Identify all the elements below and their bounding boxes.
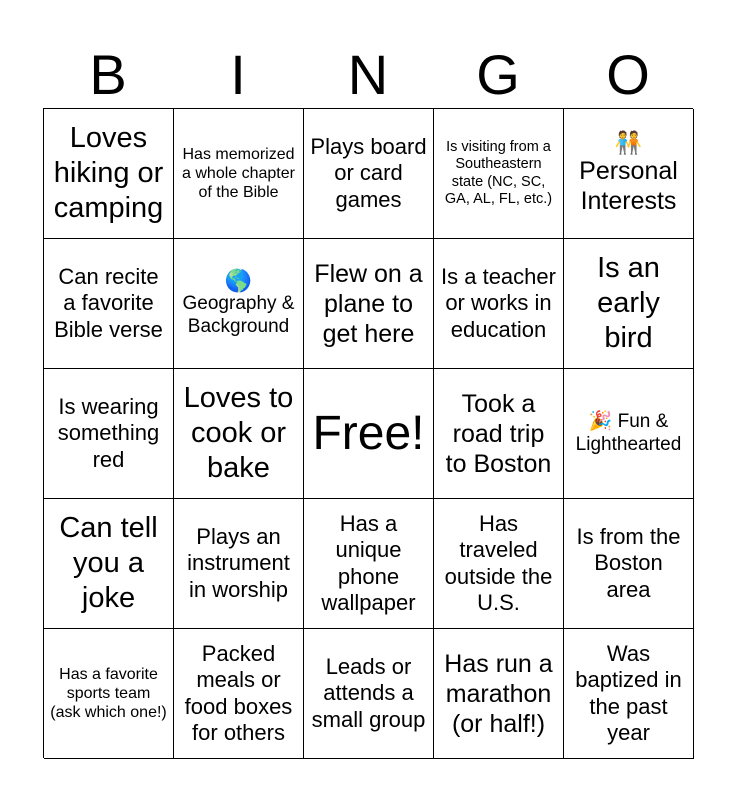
bingo-header [43,42,693,108]
cell-text: Leads or attends a small group [311,653,426,732]
cell-text: Geography & Background [182,292,295,337]
bingo-cell-r5-c4[interactable] [434,629,564,759]
bingo-cell-r2-c2[interactable] [174,239,304,369]
cell-text: Loves hiking or camping [53,122,164,224]
globe-icon: 🌎 [224,267,253,293]
cell-text: Is from the Boston area [576,523,681,602]
party-popper-icon: 🎉 [588,410,613,432]
bingo-cell-r3-c1[interactable] [44,369,174,499]
cell-text: Has a unique phone wallpaper [321,510,416,615]
bingo-cell-r2-c1[interactable] [44,239,174,369]
header-letter-g: G [476,43,520,106]
bingo-cell-r1-c4[interactable] [434,109,564,239]
cell-text: Flew on a plane to get here [314,259,423,348]
cell-text: Loves to cook or bake [183,382,294,484]
bingo-cell-r2-c4[interactable] [434,239,564,369]
bingo-board [43,108,693,758]
bingo-cell-r4-c3[interactable] [304,499,434,629]
cell-text [570,411,687,457]
bingo-cell-r5-c1[interactable] [44,629,174,759]
cell-text: Has a favorite sports team (ask which one!) [50,665,167,722]
cell-text: Has traveled outside the U.S. [444,510,553,615]
cell-text: Packed meals or food boxes for others [184,640,293,745]
cell-text: Took a road trip to Boston [445,389,552,478]
bingo-cell-r3-c5[interactable] [564,369,694,499]
bingo-cell-r1-c5[interactable] [564,109,694,239]
bingo-cell-r3-c4[interactable] [434,369,564,499]
cell-text: Is an early bird [597,252,660,354]
header-letter-b: B [89,43,127,106]
bingo-cell-r1-c2[interactable] [174,109,304,239]
cell-text: Can recite a favorite Bible verse [54,263,163,342]
bingo-cell-r2-c5[interactable] [564,239,694,369]
cell-text: Personal Interests [579,156,678,215]
bingo-cell-r2-c3[interactable] [304,239,434,369]
cell-text: Can tell you a joke [59,512,158,614]
bingo-cell-r5-c2[interactable] [174,629,304,759]
header-letter-n: N [347,43,389,106]
cell-text: Is visiting from a Southeastern state (NC, SC, GA, AL, FL, etc.) [444,138,553,207]
cell-text: Was baptized in the past year [575,640,682,745]
people-holding-hands-icon: 🧑‍🤝‍🧑 [614,130,643,156]
bingo-cell-r5-c3[interactable] [304,629,434,759]
cell-text: Is a teacher or works in education [441,263,556,342]
cell-text: Plays board or card games [310,133,427,212]
cell-text: Plays an instrument in worship [187,523,290,602]
bingo-cell-r4-c1[interactable] [44,499,174,629]
header-letter-i: I [230,43,246,106]
bingo-cell-r1-c1[interactable] [44,109,174,239]
cell-text-label: Fun & Lighthearted [575,410,682,455]
bingo-cell-free[interactable] [304,369,434,499]
bingo-cell-r4-c2[interactable] [174,499,304,629]
header-letter-o: O [606,43,650,106]
bingo-cell-r3-c2[interactable] [174,369,304,499]
cell-text: Is wearing something red [57,393,160,472]
cell-text: Has run a marathon (or half!) [444,649,553,738]
bingo-cell-r1-c3[interactable] [304,109,434,239]
bingo-cell-r4-c4[interactable] [434,499,564,629]
bingo-cell-r5-c5[interactable] [564,629,694,759]
free-space-label: Free! [312,406,425,460]
bingo-cell-r4-c5[interactable] [564,499,694,629]
cell-text: Has memorized a whole chapter of the Bible [182,145,295,202]
